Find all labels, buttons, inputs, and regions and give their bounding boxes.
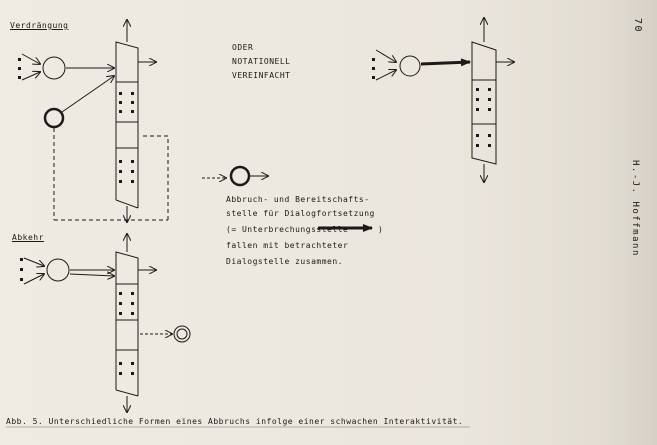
section-label-abkehr: Abkehr <box>12 233 44 242</box>
note-line-2: NOTATIONELL <box>232 57 291 66</box>
verdraengung-diagram <box>18 20 168 222</box>
note-line-1: ODER <box>232 43 254 52</box>
abkehr-diagram <box>20 234 190 412</box>
figure-caption: Abb. 5. Unterschiedliche Formen eines Abbruchs infolge einer schwachen Interaktivität. <box>6 417 464 426</box>
legend-line-2: stelle für Dialogfortsetzung <box>226 209 375 218</box>
legend-closing-paren: ) <box>378 225 384 234</box>
legend-line-3: (= Unterbrechungsstelle <box>226 225 349 234</box>
legend-line-1: Abbruch- und Bereitschafts- <box>226 195 370 204</box>
legend-symbol <box>202 167 372 228</box>
legend-line-4: fallen mit betrachteter <box>226 241 349 250</box>
page-number: 70 <box>632 18 643 34</box>
vereinfacht-diagram <box>372 18 514 182</box>
note-line-3: VEREINFACHT <box>232 71 291 80</box>
section-label-verdraengung: Verdrängung <box>10 21 69 30</box>
legend-line-5: Dialogstelle zusammen. <box>226 257 343 266</box>
running-head: H.-J. Hoffmann <box>630 160 640 257</box>
